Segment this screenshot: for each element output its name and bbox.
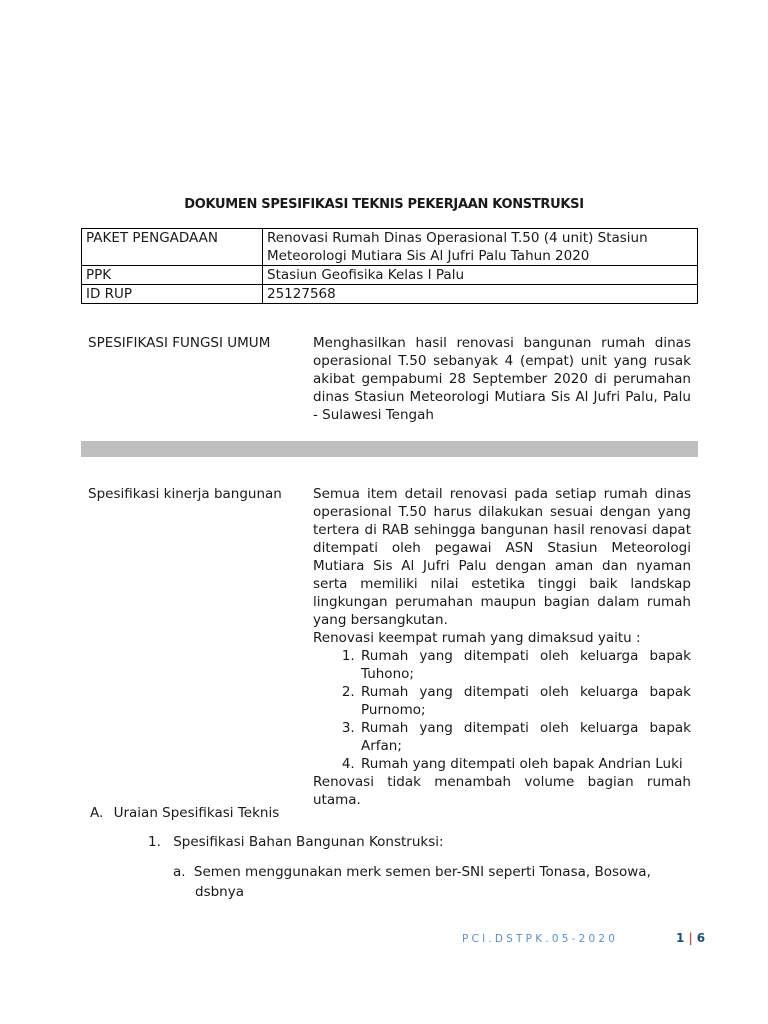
kinerja-text: Semua item detail renovasi pada setiap rumah dinas operasional T.50 harus dilakukan sesuai dengan yang tertera di RAB sehingga bangunan hasil renovasi dapat ditempati oleh pegawai ASN Stasiun Meteorologi Mutiara Sis Al Jufri Palu dengan aman dan nyaman serta memiliki nilai estetika tinggi baik landskap lingkungan perumahan maupun bagian dalam rumah yang bersangkutan. (313, 486, 691, 628)
sub-a-text: Semen menggunakan merk semen ber-SNI seperti Tonasa, Bosowa, (193, 864, 651, 880)
id-rup-label: ID RUP (82, 285, 263, 304)
list-item: 3. Rumah yang ditempati oleh keluarga bapak Arfan; (359, 719, 691, 755)
table-row (82, 266, 698, 285)
info-table (81, 228, 698, 304)
footer-document-code: PCI.DSTPK.05-2020 (462, 933, 619, 945)
total-pages: 6 (696, 931, 706, 945)
fungsi-umum-text: Menghasilkan hasil renovasi bangunan rumah dinas operasional T.50 sebanyak 4 (empat) unit yang rusak akibat gempabumi 28 September 2020 di perumahan dinas Stasiun Meteorologi Mutiara Sis Al Jufri Palu, Palu - Sulawesi Tengah (313, 335, 691, 423)
sub-item-a (173, 862, 690, 902)
kinerja-intro: Renovasi keempat rumah yang dimaksud yaitu : (313, 630, 641, 646)
id-rup-value: 25127568 (263, 285, 698, 304)
current-page: 1 (676, 931, 685, 945)
ppk-value: Stasiun Geofisika Kelas I Palu (263, 266, 698, 285)
list-item: 4. Rumah yang ditempati oleh bapak Andrian Luki (359, 755, 691, 773)
table-row (82, 285, 698, 304)
sub-a-marker: a. (173, 864, 186, 880)
house-list (313, 647, 691, 773)
sub-a-continuation: dsbnya (195, 884, 244, 900)
section-a-marker: A. (90, 805, 104, 821)
list-item: 1. Rumah yang ditempati oleh keluarga bapak Tuhono; (359, 647, 691, 683)
kinerja-label: Spesifikasi kinerja bangunan (88, 486, 282, 502)
item-1-heading (148, 833, 444, 851)
kinerja-block (313, 485, 691, 809)
item-1-marker: 1. (148, 834, 161, 850)
section-divider (81, 441, 698, 457)
list-item: 2. Rumah yang ditempati oleh keluarga bapak Purnomo; (359, 683, 691, 719)
document-title: DOKUMEN SPESIFIKASI TEKNIS PEKERJAAN KONSTRUKSI (184, 197, 584, 212)
paket-label: PAKET PENGADAAN (82, 229, 263, 266)
ppk-label: PPK (82, 266, 263, 285)
paket-value: Renovasi Rumah Dinas Operasional T.50 (4 unit) Stasiun Meteorologi Mutiara Sis Al Jufri Palu Tahun 2020 (263, 229, 698, 266)
fungsi-umum-label: SPESIFIKASI FUNGSI UMUM (88, 335, 271, 351)
kinerja-closing: Renovasi tidak menambah volume bagian rumah utama. (313, 774, 691, 808)
section-a-title: Uraian Spesifikasi Teknis (113, 805, 280, 821)
page-separator: | (688, 931, 693, 945)
table-row (82, 229, 698, 266)
section-a-heading (90, 804, 279, 822)
page-number (676, 931, 705, 945)
item-1-title: Spesifikasi Bahan Bangunan Konstruksi: (173, 834, 444, 850)
